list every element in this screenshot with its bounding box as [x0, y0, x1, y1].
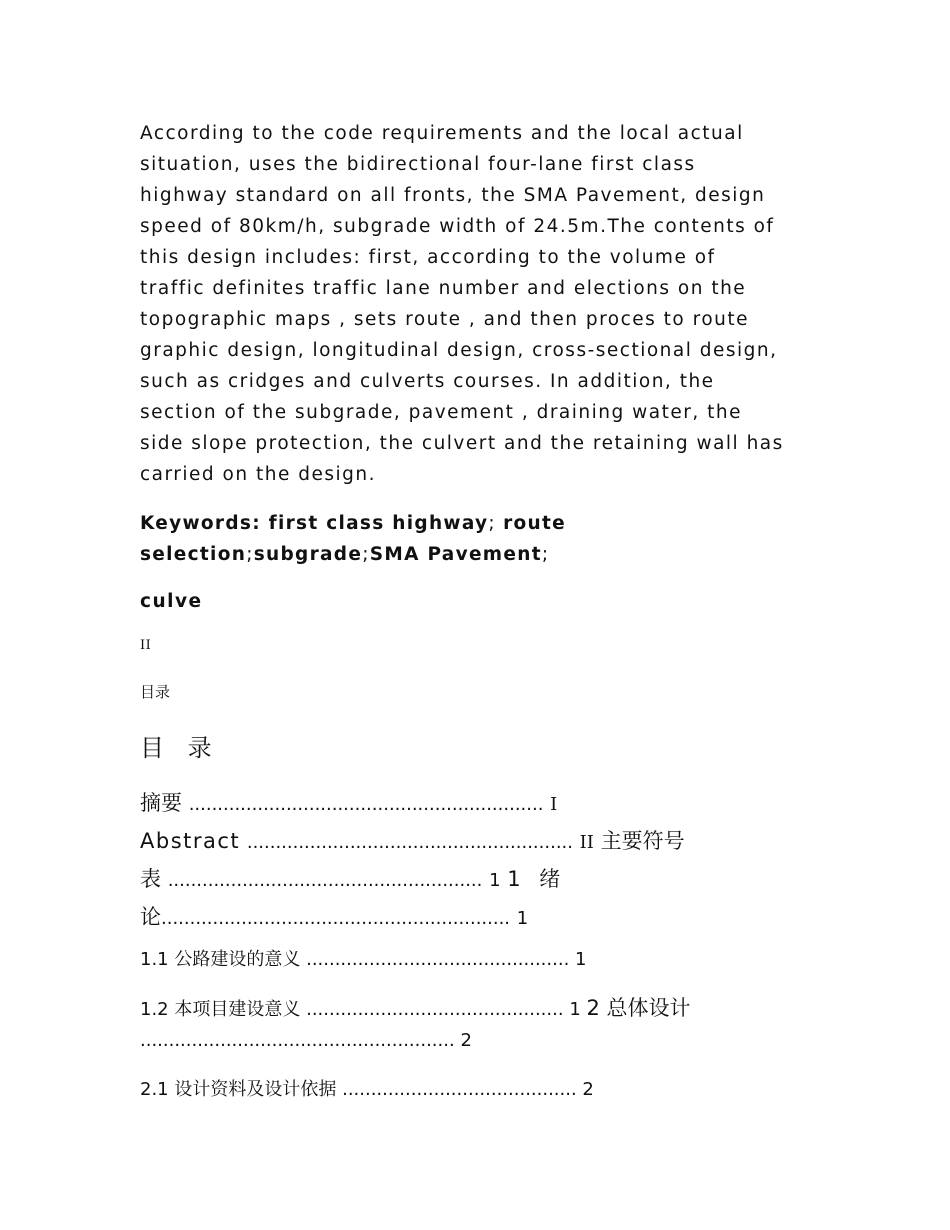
toc-entry-label: 表	[140, 867, 161, 891]
toc-entry-label: 主要符号	[600, 829, 685, 853]
toc-entry-label: 摘要	[140, 791, 182, 815]
toc-page: 2	[582, 1079, 594, 1100]
toc-entry[interactable]	[140, 785, 685, 823]
abstract-line: topographic maps , sets route , and then proces to route	[140, 309, 749, 330]
keywords	[140, 508, 566, 570]
toc-title: 目 录	[140, 734, 220, 762]
abstract-line: this design includes: first, according to the volume of	[140, 247, 716, 268]
abstract-line: such as cridges and culverts courses. In addition, the	[140, 371, 715, 392]
toc-entry-label: 1.2 本项目建设意义	[140, 999, 301, 1020]
abstract-line: According to the code requirements and the local actual	[140, 123, 744, 144]
keyword-separator: ;	[488, 513, 504, 534]
abstract-paragraph	[140, 118, 784, 490]
toc-leader: .......................................................	[167, 870, 483, 891]
toc-entry-line	[140, 1025, 691, 1056]
keywords-line	[140, 508, 566, 539]
toc-entry[interactable]	[140, 944, 586, 975]
toc-entry[interactable]	[140, 861, 685, 899]
keywords-line	[140, 539, 566, 570]
abstract-line: traffic definites traffic lane number and elections on the	[140, 278, 747, 299]
toc-leader: ..............................................	[306, 949, 570, 970]
toc-entry[interactable]	[140, 1074, 594, 1105]
keyword-separator: ;	[541, 544, 550, 565]
abstract-line: situation, uses the bidirectional four-lane first class	[140, 154, 696, 175]
abstract-line: graphic design, longitudinal design, cross-sectional design,	[140, 340, 778, 361]
toc-entry[interactable]	[140, 899, 685, 937]
toc-entry-label: 1.1 公路建设的意义	[140, 949, 301, 970]
abstract-line: carried on the design.	[140, 464, 376, 485]
abstract-line: side slope protection, the culvert and the retaining wall has	[140, 433, 784, 454]
keyword: route	[503, 513, 567, 534]
abstract-line: speed of 80km/h, subgrade width of 24.5m.The contents of	[140, 216, 775, 237]
abstract-line: highway standard on all fronts, the SMA Pavement, design	[140, 185, 766, 206]
toc-page: 1	[516, 908, 529, 929]
toc-page: 1	[575, 949, 587, 970]
abstract-line: section of the subgrade, pavement , draining water, the	[140, 402, 742, 423]
toc-leader: .............................................	[306, 999, 564, 1020]
toc-block	[140, 785, 685, 937]
keyword: culve	[140, 591, 203, 612]
toc-leader: .........................................................	[246, 832, 573, 853]
toc-page: 2	[460, 1030, 472, 1051]
toc-entry[interactable]	[140, 823, 685, 861]
keyword-separator: ;	[246, 544, 254, 565]
toc-leader: ..............................................................	[188, 794, 544, 815]
toc-leader: .......................................................	[140, 1030, 455, 1051]
toc-page: 1	[569, 999, 581, 1020]
toc-entry-label: 2.1 设计资料及设计依据	[140, 1079, 337, 1100]
keywords-label: Keywords: first class highway	[140, 513, 489, 534]
toc-entry-label: 论	[140, 905, 161, 929]
toc-page: II	[579, 832, 594, 853]
toc-entry-label: 1 绪	[507, 867, 567, 891]
toc-entry-label: 2 总体设计	[586, 996, 691, 1020]
running-header: 目录	[140, 683, 171, 701]
toc-page: I	[550, 794, 558, 815]
toc-leader: .........................................	[342, 1079, 577, 1100]
keyword: subgrade	[253, 544, 363, 565]
toc-entry[interactable]	[140, 993, 691, 1056]
toc-page: 1	[489, 870, 501, 891]
keyword: SMA Pavement	[369, 544, 542, 565]
toc-entry-label: Abstract	[140, 829, 241, 853]
page-number: II	[140, 638, 152, 653]
keyword-separator: ;	[362, 544, 370, 565]
keyword: selection	[140, 544, 247, 565]
toc-leader: .............................................................	[161, 908, 511, 929]
toc-entry-line	[140, 993, 691, 1025]
